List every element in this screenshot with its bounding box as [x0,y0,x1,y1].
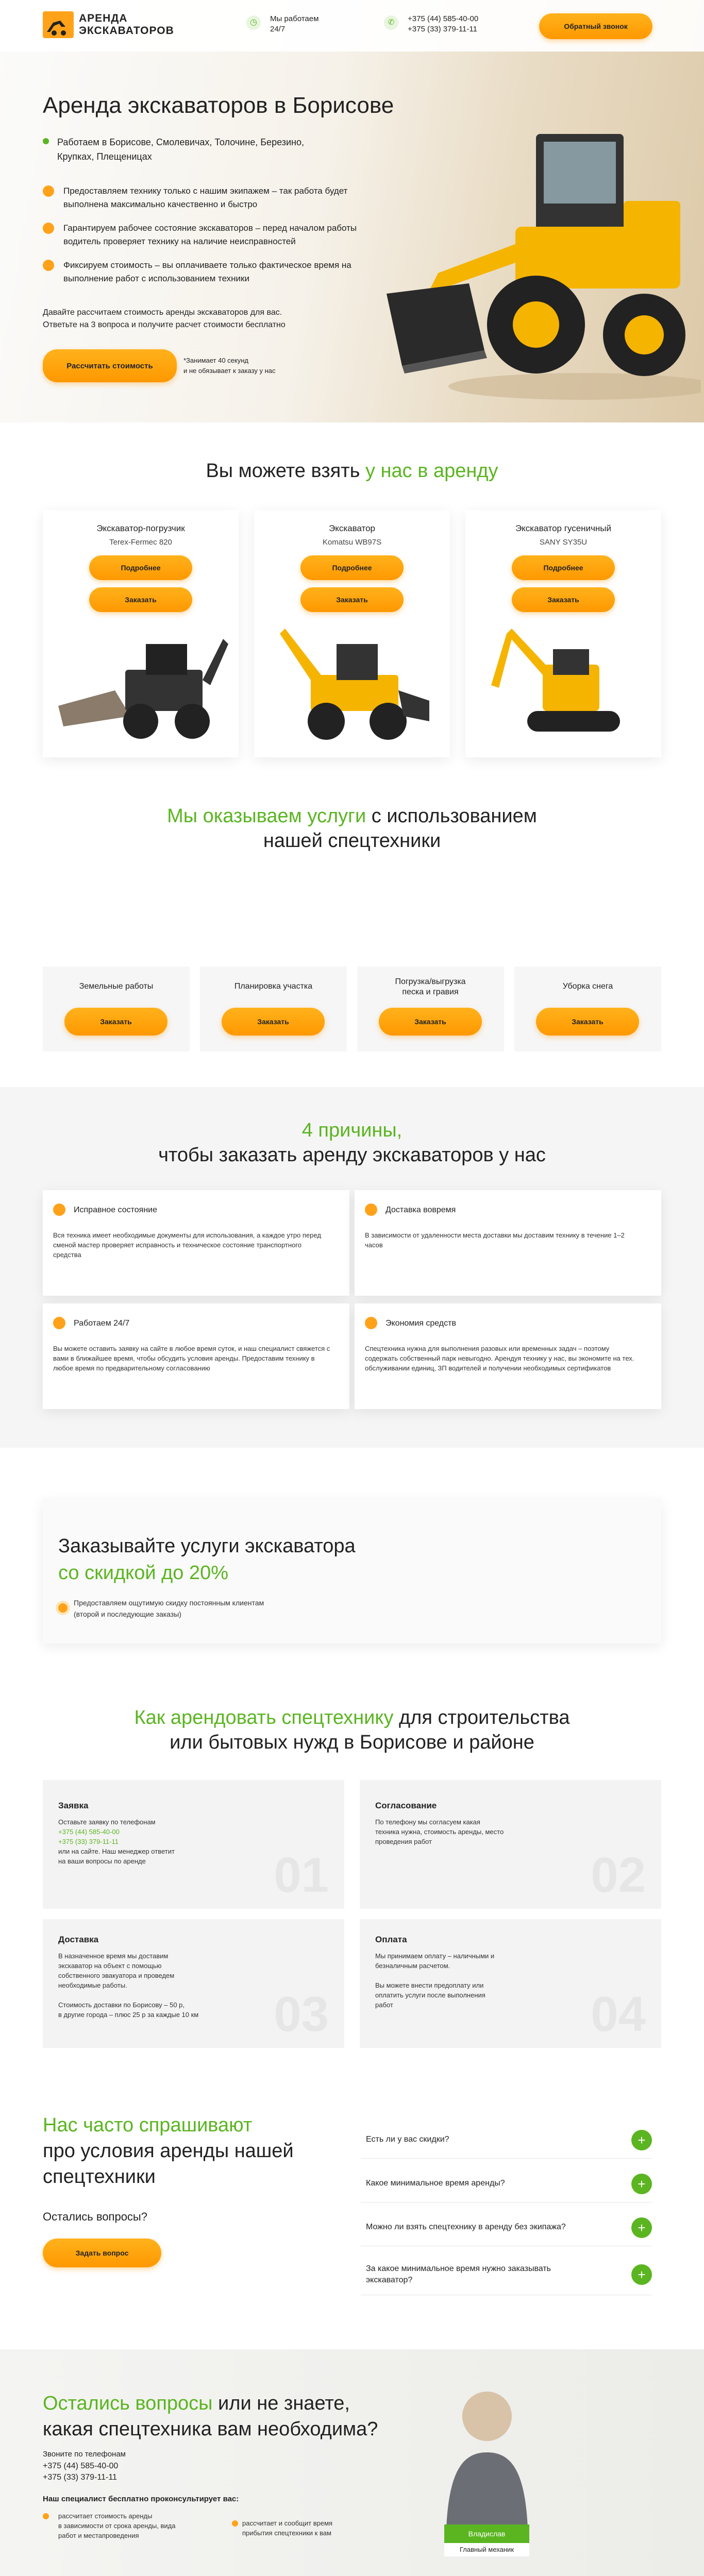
reason-title: Экономия средств [385,1319,456,1328]
hero [0,0,704,422]
logo[interactable] [43,9,197,40]
spacer [375,1971,581,1980]
howto-title-c: или бытовых нужд в Борисове и районе [170,1732,534,1753]
check-icon [53,1204,65,1216]
services-title-b: с использованием [366,805,537,827]
service-card-title: Уборка снега [562,982,613,991]
callback-button[interactable]: Обратный звонок [539,13,652,39]
header-phone-2[interactable]: +375 (33) 379-11-11 [408,25,477,33]
howto-title [0,1705,704,1755]
plus-icon[interactable]: + [631,2174,652,2194]
service-card [43,967,190,1052]
step-text [375,1951,581,2010]
step-phone-2[interactable]: +375 (33) 379-11-11 [58,1838,119,1845]
faq-question: Какое минимальное время аренды? [366,2179,505,2188]
logo-icon [43,11,74,38]
header-phone-1[interactable]: +375 (44) 585-40-00 [408,14,479,23]
step-line: проведения работ [375,1838,432,1845]
reason-title: Доставка вовремя [385,1206,456,1214]
service-card [200,967,347,1052]
logo-line1: АРЕНДА [79,12,128,24]
howto-section [0,1690,704,2087]
excavator-image [264,623,440,747]
services-section [0,804,704,1087]
step-number: 04 [591,1987,646,2042]
backhoe-loader-image [53,623,228,747]
reason-card [355,1303,661,1409]
reasons-title-b: чтобы заказать аренду экскаваторов у нас [158,1144,546,1166]
order-button[interactable]: Заказать [379,1008,482,1036]
step-line: Стоимость доставки по Борисову – 50 р, [58,2001,185,2009]
reason-card [43,1190,349,1296]
howto-title-a: Как арендовать спецтехнику [134,1707,394,1728]
step-title: Заявка [58,1801,89,1810]
faq-item[interactable] [361,2166,652,2202]
reason-text: В зависимости от удаленности места доставки мы доставим технику в течение 1–2 часов [365,1231,625,1249]
contact-section [0,2349,704,2576]
bullet-text: рассчитает и сообщит время [242,2519,333,2527]
step-line: безналичным расчетом. [375,1962,450,1970]
rent-card [254,510,450,757]
clock-icon: ◷ [246,15,261,30]
discount-dot-icon [58,1603,68,1613]
service-card-title: Земельные работы [79,982,154,991]
specialist-badge [444,2524,529,2556]
faq-question: Есть ли у вас скидки? [366,2135,449,2144]
step-line: в другие города – плюс 25 р за каждые 10 км [58,2011,199,2019]
step-card [360,1919,661,2048]
step-line: на ваши вопросы по аренде [58,1857,146,1865]
calculate-cost-button[interactable]: Рассчитать стоимость [43,349,177,382]
step-text [58,1817,264,1866]
ask-question-button[interactable]: Задать вопрос [43,2239,161,2267]
hero-prompt-1: Давайте рассчитаем стоимость аренды экскаваторов для вас. [43,308,282,317]
rent-card [465,510,661,757]
faq-title [43,2112,294,2190]
discount-section [0,1448,704,1690]
location-dot-icon [43,138,49,144]
services-title-a: Мы оказываем услуги [167,805,366,827]
order-button[interactable]: Заказать [300,587,404,612]
bullet-text: прибытия спецтехники к вам [242,2529,331,2537]
consult-bullet-2 [242,2518,397,2538]
reason-card [43,1303,349,1409]
contact-title-c: какая спецтехника вам необходима? [43,2418,378,2440]
faq-item[interactable] [361,2254,652,2295]
contact-title-b: или не знаете, [212,2393,350,2414]
plus-icon[interactable]: + [631,2217,652,2238]
discount-text: Предоставляем ощутимую скидку постоянным клиентам (второй и последующие заказы) [74,1599,264,1618]
rent-title [0,459,704,483]
bullet-icon [43,2513,49,2519]
step-line: или на сайте. Наш менеджер ответит [58,1848,175,1855]
reason-text: Вы можете оставить заявку на сайте в любое время суток, и наш специалист свяжется с вами в ближайшее время, чтобы обсудить условия аренды. Предоставим технику в любое время по предварительному согласованию [53,1345,330,1372]
rent-card-model: SANY SY35U [539,538,588,547]
step-line: Вы можете внести предоплату или [375,1981,484,1989]
howto-title-b: для строительства [393,1707,570,1728]
rent-card [43,510,239,757]
faq-section [0,2087,704,2349]
plus-icon[interactable]: + [631,2264,652,2285]
wrench-icon [43,223,54,234]
faq-title-a: Нас часто спрашивают [43,2114,253,2136]
rent-section [0,422,704,804]
reason-title: Исправное состояние [74,1206,157,1214]
step-text [375,1817,581,1846]
savings-icon [365,1317,377,1329]
step-line: В назначенное время мы доставим [58,1952,169,1960]
bullet-text: рассчитает стоимость аренды [58,2512,153,2520]
details-button[interactable]: Подробнее [89,555,192,580]
discount-card [43,1499,661,1643]
contact-phone-1[interactable]: +375 (44) 585-40-00 [43,2462,119,2470]
bullet-text: работ и местапроведения [58,2532,139,2539]
step-line: оплатить услуги после выполнения [375,1991,485,1999]
spacer [58,1990,275,2000]
step-title: Доставка [58,1935,99,1944]
step-line: собственного эвакуатора и проведем [58,1972,175,1979]
specialist-name: Владислав [444,2524,529,2543]
services-title [0,804,704,853]
reason-card [355,1190,661,1296]
faq-item[interactable] [361,2123,652,2159]
service-card-title: Погрузка/выгрузка песка и гравия [395,977,466,996]
crew-icon [43,185,54,197]
step-title: Оплата [375,1935,407,1944]
service-card [357,967,504,1052]
discount-title-a: Заказывайте услуги экскаватора [58,1535,356,1557]
reasons-title [0,1118,704,1167]
reason-text: Спецтехника нужна для выполнения разовых или временных задач – поэтому содержать собственный парк невыгодно. Арендуя технику у нас, вы экономите на тех. обслуживании единиц, ЗП водителей и получении необходимых сертификатов [365,1345,634,1372]
step-card [43,1780,344,1909]
step-number: 02 [591,1848,646,1903]
consult-bullet-1 [43,2511,218,2540]
plus-icon[interactable]: + [631,2130,652,2150]
reasons-section [0,1087,704,1448]
discount-title-b: со скидкой до 20% [58,1562,229,1584]
step-number: 03 [274,1987,329,2042]
specialist-role: Главный механик [459,2546,514,2553]
service-card [514,967,661,1052]
service-card-title: Планировка участка [234,982,313,991]
step-title: Согласование [375,1801,437,1810]
excavator-hero-image [381,77,701,407]
hero-note-1: *Занимает 40 секунд [183,357,249,364]
rent-card-model: Komatsu WB97S [322,538,382,547]
header [0,0,704,52]
hero-title: Аренда экскаваторов в Борисове [43,93,394,118]
step-line: Мы принимаем оплату – наличными и [375,1952,495,1960]
step-text [58,1951,275,2020]
step-line: Оставьте заявку по телефонам [58,1818,156,1826]
order-button[interactable]: Заказать [222,1008,325,1036]
order-button[interactable]: Заказать [64,1008,167,1036]
consult-label: Наш специалист бесплатно проконсультирует вас: [43,2495,239,2503]
contact-title-a: Остались вопросы [43,2393,213,2414]
hero-note-2: и не обязывает к заказу у нас [183,367,276,375]
order-button[interactable]: Заказать [536,1008,639,1036]
call-label: Звоните по телефонам [43,2450,126,2459]
faq-question: За какое минимальное время нужно заказывать экскаватор? [366,2264,551,2284]
rent-card-type: Экскаватор [328,523,376,533]
rent-card-type: Экскаватор-погрузчик [96,523,185,533]
reason-text: Вся техника имеет необходимые документы для использования, а каждое утро перед сменой мастер проверяет исправность и техническое состояние транспортного средства [53,1231,321,1259]
step-line: экскаватор на объект с помощью [58,1962,162,1970]
hours-line1: Мы работаем [270,14,319,23]
faq-item[interactable] [361,2210,652,2246]
phone-icon: ✆ [384,15,398,30]
step-card [43,1919,344,2048]
hours-line2: 24/7 [270,25,286,33]
step-card [360,1780,661,1909]
logo-line2: ЭКСКАВАТОРОВ [79,25,174,37]
rent-card-type: Экскаватор гусеничный [515,523,612,533]
crawler-excavator-image [476,623,651,747]
faq-more-text: Остались вопросы? [43,2210,147,2223]
truck-icon [365,1204,377,1216]
step-line: техника нужна, стоимость аренды, место [375,1828,504,1836]
faq-title-c: спецтехники [43,2166,156,2188]
rent-title-a: Вы можете взять [206,460,365,482]
bullet-icon [232,2520,238,2527]
hero-feature-text: Гарантируем рабочее состояние экскаваторов – перед началом работы водитель проверяет технику на наличие неисправностей [63,223,357,246]
clock-icon [53,1317,65,1329]
hero-feature-text: Фиксируем стоимость – вы оплачиваете только фактическое время на выполнение работ с использованием техники [63,260,351,283]
reason-title: Работаем 24/7 [74,1319,130,1328]
step-line: работ [375,2001,393,2009]
step-number: 01 [274,1848,329,1903]
step-phone-1[interactable]: +375 (44) 585-40-00 [58,1828,120,1836]
faq-title-b: про условия аренды нашей [43,2140,294,2162]
services-title-c: нашей спецтехники [263,830,441,852]
order-button[interactable]: Заказать [89,587,192,612]
hero-prompt-2: Ответьте на 3 вопроса и получите расчет стоимости бесплатно [43,320,286,329]
contact-phone-2[interactable]: +375 (33) 379-11-11 [43,2473,117,2482]
order-button[interactable]: Заказать [512,587,615,612]
bullet-text: в зависимости от срока аренды, вида [58,2522,176,2530]
details-button[interactable]: Подробнее [300,555,404,580]
price-icon [43,260,54,271]
rent-title-b: у нас в аренду [365,460,498,482]
hero-cities-text: Работаем в Борисове, Смолевичах, Толочине, Березино, Крупках, Плещеницах [57,137,304,162]
contact-title [43,2391,378,2442]
details-button[interactable]: Подробнее [512,555,615,580]
faq-question: Можно ли взять спецтехнику в аренду без экипажа? [366,2223,566,2231]
hero-feature-text: Предоставляем технику только с нашим экипажем – так работа будет выполнена максимально качественно и быстро [63,186,348,209]
step-line: По телефону мы согласуем какая [375,1818,480,1826]
step-line: необходимые работы. [58,1981,127,1989]
reasons-title-a: 4 причины, [301,1120,403,1141]
rent-card-model: Terex-Fermec 820 [109,538,172,547]
